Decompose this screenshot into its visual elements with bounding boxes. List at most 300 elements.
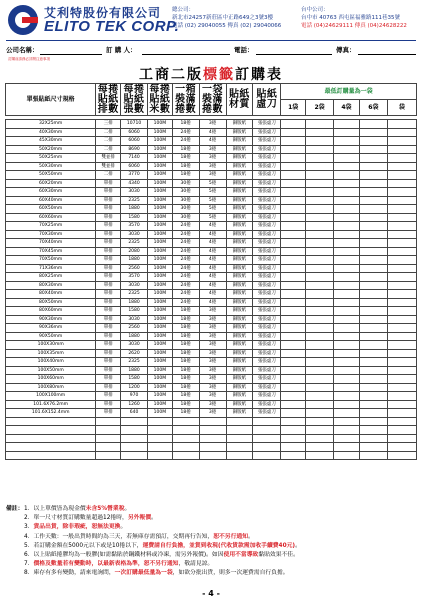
order-qty-cell[interactable]	[334, 341, 360, 350]
order-qty-cell[interactable]	[359, 179, 387, 188]
order-qty-cell[interactable]	[359, 358, 387, 367]
order-qty-cell[interactable]	[387, 256, 416, 265]
order-qty-cell[interactable]	[306, 281, 334, 290]
order-qty-cell[interactable]	[306, 256, 334, 265]
order-qty-cell[interactable]	[281, 383, 306, 392]
order-qty-cell[interactable]	[334, 409, 360, 418]
order-qty-cell[interactable]	[306, 392, 334, 401]
cell-size: 100X100mm	[6, 392, 96, 401]
order-qty-cell[interactable]	[334, 145, 360, 154]
order-qty-cell[interactable]	[281, 188, 306, 197]
order-qty-cell[interactable]	[359, 341, 387, 350]
cell-material	[226, 451, 253, 460]
order-qty-cell[interactable]	[281, 451, 306, 460]
order-qty-cell[interactable]	[387, 409, 416, 418]
order-qty-cell[interactable]	[306, 128, 334, 137]
cell-rows: 單排	[96, 239, 121, 248]
order-qty-cell[interactable]	[334, 230, 360, 239]
cell-material: 銅版紙	[226, 332, 253, 341]
order-qty-cell[interactable]	[387, 222, 416, 231]
order-qty-cell[interactable]	[306, 426, 334, 435]
order-qty-cell[interactable]	[334, 239, 360, 248]
cell-rows: 單排	[96, 188, 121, 197]
cell-box-rolls: 24捲	[172, 230, 199, 239]
order-qty-cell[interactable]	[281, 426, 306, 435]
order-qty-cell[interactable]	[387, 196, 416, 205]
cell-box-rolls	[172, 426, 199, 435]
order-qty-cell[interactable]	[359, 281, 387, 290]
cell-meters: 100M	[147, 154, 172, 163]
order-qty-cell[interactable]	[334, 273, 360, 282]
cell-cutter: 張張虛刀	[253, 120, 281, 129]
order-qty-cell[interactable]	[359, 290, 387, 299]
order-qty-cell[interactable]	[281, 239, 306, 248]
order-qty-cell[interactable]	[387, 451, 416, 460]
order-qty-cell[interactable]	[306, 222, 334, 231]
order-qty-cell[interactable]	[334, 281, 360, 290]
order-qty-cell[interactable]	[359, 349, 387, 358]
order-qty-cell[interactable]	[306, 264, 334, 273]
order-qty-cell[interactable]	[387, 188, 416, 197]
cell-box-rolls: 18捲	[172, 162, 199, 171]
order-qty-cell[interactable]	[334, 375, 360, 384]
cell-size: 80X60mm	[6, 307, 96, 316]
order-qty-cell[interactable]	[387, 324, 416, 333]
cell-cutter: 張張虛刀	[253, 196, 281, 205]
order-qty-cell[interactable]	[281, 417, 306, 426]
order-qty-cell[interactable]	[334, 315, 360, 324]
cell-rows: 二排	[96, 128, 121, 137]
cell-meters: 100M	[147, 290, 172, 299]
order-qty-cell[interactable]	[281, 171, 306, 180]
cell-sheets: 2620	[121, 349, 148, 358]
order-qty-cell[interactable]	[334, 392, 360, 401]
order-qty-cell[interactable]	[359, 443, 387, 452]
order-qty-cell[interactable]	[359, 239, 387, 248]
order-qty-cell[interactable]	[334, 196, 360, 205]
order-qty-cell[interactable]	[281, 332, 306, 341]
order-qty-cell[interactable]	[359, 120, 387, 129]
order-qty-cell[interactable]	[281, 213, 306, 222]
cell-size: 70X40mm	[6, 239, 96, 248]
cell-size	[6, 443, 96, 452]
order-qty-cell[interactable]	[359, 400, 387, 409]
order-qty-cell[interactable]	[306, 315, 334, 324]
order-qty-cell[interactable]	[359, 383, 387, 392]
order-qty-cell[interactable]	[387, 281, 416, 290]
order-qty-cell[interactable]	[334, 443, 360, 452]
order-qty-cell[interactable]	[306, 120, 334, 129]
order-qty-cell[interactable]	[334, 162, 360, 171]
order-qty-cell[interactable]	[359, 162, 387, 171]
order-qty-cell[interactable]	[334, 154, 360, 163]
order-qty-cell[interactable]	[281, 290, 306, 299]
cell-meters: 100M	[147, 196, 172, 205]
cell-bag-rolls: 3捲	[199, 341, 226, 350]
order-qty-cell[interactable]	[281, 230, 306, 239]
order-qty-cell[interactable]	[387, 400, 416, 409]
cell-meters	[147, 417, 172, 426]
cell-size: 70X50mm	[6, 256, 96, 265]
order-qty-cell[interactable]	[387, 213, 416, 222]
order-qty-cell[interactable]	[306, 179, 334, 188]
order-qty-cell[interactable]	[306, 145, 334, 154]
order-qty-cell[interactable]	[387, 247, 416, 256]
cell-box-rolls: 30捲	[172, 188, 199, 197]
order-qty-cell[interactable]	[281, 366, 306, 375]
order-qty-cell[interactable]	[334, 179, 360, 188]
buyer-field[interactable]	[142, 54, 230, 55]
order-qty-cell[interactable]	[281, 154, 306, 163]
company-field[interactable]	[40, 54, 102, 55]
order-qty-cell[interactable]	[306, 443, 334, 452]
order-qty-cell[interactable]	[334, 358, 360, 367]
order-qty-cell[interactable]	[281, 264, 306, 273]
order-qty-cell[interactable]	[359, 247, 387, 256]
order-qty-cell[interactable]	[359, 128, 387, 137]
order-qty-cell[interactable]	[334, 205, 360, 214]
order-qty-cell[interactable]	[334, 366, 360, 375]
cell-meters: 100M	[147, 383, 172, 392]
cell-rows: 單排	[96, 375, 121, 384]
cell-rows: 單排	[96, 307, 121, 316]
order-qty-cell[interactable]	[306, 417, 334, 426]
order-qty-cell[interactable]	[359, 222, 387, 231]
cell-bag-rolls: 5捲	[199, 179, 226, 188]
order-qty-cell[interactable]	[306, 273, 334, 282]
company-logo-icon	[8, 5, 38, 35]
order-qty-cell[interactable]	[306, 383, 334, 392]
order-qty-cell[interactable]	[334, 298, 360, 307]
cell-size: 100X80mm	[6, 383, 96, 392]
cell-bag-rolls: 4捲	[199, 273, 226, 282]
order-qty-cell[interactable]	[334, 417, 360, 426]
cell-rows: 單排	[96, 281, 121, 290]
order-qty-cell[interactable]	[334, 213, 360, 222]
cell-cutter	[253, 443, 281, 452]
cell-size: 70X30mm	[6, 230, 96, 239]
order-qty-cell[interactable]	[387, 128, 416, 137]
order-qty-cell[interactable]	[387, 332, 416, 341]
order-qty-cell[interactable]	[334, 400, 360, 409]
order-qty-cell[interactable]	[334, 426, 360, 435]
table-row	[6, 324, 417, 333]
order-qty-cell[interactable]	[387, 434, 416, 443]
cell-cutter: 張張虛刀	[253, 264, 281, 273]
order-qty-cell[interactable]	[306, 171, 334, 180]
order-qty-cell[interactable]	[387, 179, 416, 188]
order-qty-cell[interactable]	[359, 298, 387, 307]
order-qty-cell[interactable]	[306, 307, 334, 316]
order-qty-cell[interactable]	[306, 162, 334, 171]
order-qty-cell[interactable]	[306, 205, 334, 214]
table-row	[6, 426, 417, 435]
order-qty-cell[interactable]	[306, 341, 334, 350]
order-qty-cell[interactable]	[359, 256, 387, 265]
order-qty-cell[interactable]	[281, 273, 306, 282]
order-qty-cell[interactable]	[306, 451, 334, 460]
order-qty-cell[interactable]	[334, 383, 360, 392]
cell-material	[226, 417, 253, 426]
header-bag-1: 1袋	[281, 100, 306, 116]
phone-field[interactable]	[256, 54, 332, 55]
order-qty-cell[interactable]	[281, 307, 306, 316]
order-qty-cell[interactable]	[387, 383, 416, 392]
order-qty-cell[interactable]	[334, 332, 360, 341]
cell-cutter: 張張虛刀	[253, 230, 281, 239]
order-qty-cell[interactable]	[281, 409, 306, 418]
order-qty-cell[interactable]	[359, 315, 387, 324]
cell-cutter: 張張虛刀	[253, 341, 281, 350]
order-qty-cell[interactable]	[281, 162, 306, 171]
order-table	[5, 83, 417, 460]
order-qty-cell[interactable]	[306, 290, 334, 299]
order-qty-cell[interactable]	[387, 162, 416, 171]
cell-meters: 100M	[147, 366, 172, 375]
cell-sheets: 1880	[121, 366, 148, 375]
order-qty-cell[interactable]	[387, 341, 416, 350]
order-qty-cell[interactable]	[387, 392, 416, 401]
cell-cutter: 張張虛刀	[253, 162, 281, 171]
order-qty-cell[interactable]	[306, 358, 334, 367]
cell-meters: 100M	[147, 375, 172, 384]
order-qty-cell[interactable]	[281, 137, 306, 146]
order-qty-cell[interactable]	[334, 290, 360, 299]
order-qty-cell[interactable]	[359, 451, 387, 460]
order-qty-cell[interactable]	[281, 281, 306, 290]
cell-meters: 100M	[147, 230, 172, 239]
cell-box-rolls	[172, 417, 199, 426]
header-bag-4: 4袋	[334, 100, 360, 116]
cell-sheets	[121, 417, 148, 426]
order-qty-cell[interactable]	[281, 145, 306, 154]
order-qty-cell[interactable]	[359, 213, 387, 222]
order-qty-cell[interactable]	[359, 366, 387, 375]
order-qty-cell[interactable]	[359, 409, 387, 418]
cell-meters: 100M	[147, 307, 172, 316]
fax-field[interactable]	[358, 54, 416, 55]
order-qty-cell[interactable]	[387, 120, 416, 129]
table-row	[6, 451, 417, 460]
cell-cutter: 張張虛刀	[253, 324, 281, 333]
order-qty-cell[interactable]	[334, 128, 360, 137]
order-qty-cell[interactable]	[334, 256, 360, 265]
order-qty-cell[interactable]	[281, 443, 306, 452]
order-qty-cell[interactable]	[359, 426, 387, 435]
cell-rows: 二排	[96, 145, 121, 154]
order-qty-cell[interactable]	[387, 239, 416, 248]
cell-box-rolls: 18捲	[172, 358, 199, 367]
order-qty-cell[interactable]	[281, 358, 306, 367]
order-qty-cell[interactable]	[306, 196, 334, 205]
order-qty-cell[interactable]	[334, 451, 360, 460]
cell-box-rolls: 30捲	[172, 179, 199, 188]
order-qty-cell[interactable]	[281, 247, 306, 256]
cell-sheets: 3570	[121, 222, 148, 231]
order-qty-cell[interactable]	[387, 205, 416, 214]
order-qty-cell[interactable]	[334, 120, 360, 129]
order-qty-cell[interactable]	[281, 392, 306, 401]
order-qty-cell[interactable]	[359, 188, 387, 197]
order-qty-cell[interactable]	[359, 196, 387, 205]
cell-cutter: 張張虛刀	[253, 315, 281, 324]
cell-meters	[147, 443, 172, 452]
order-qty-cell[interactable]	[281, 400, 306, 409]
order-qty-cell[interactable]	[281, 179, 306, 188]
order-qty-cell[interactable]	[359, 264, 387, 273]
order-qty-cell[interactable]	[281, 298, 306, 307]
order-qty-cell[interactable]	[306, 375, 334, 384]
order-qty-cell[interactable]	[387, 137, 416, 146]
order-qty-cell[interactable]	[306, 332, 334, 341]
order-qty-cell[interactable]	[359, 171, 387, 180]
order-qty-cell[interactable]	[387, 145, 416, 154]
order-qty-cell[interactable]	[306, 324, 334, 333]
order-qty-cell[interactable]	[306, 434, 334, 443]
order-qty-cell[interactable]	[359, 324, 387, 333]
order-qty-cell[interactable]	[387, 298, 416, 307]
cell-sheets: 3570	[121, 273, 148, 282]
order-qty-cell[interactable]	[387, 307, 416, 316]
cell-box-rolls: 24捲	[172, 298, 199, 307]
order-qty-cell[interactable]	[334, 307, 360, 316]
cell-size: 90X36mm	[6, 324, 96, 333]
order-qty-cell[interactable]	[359, 145, 387, 154]
order-qty-cell[interactable]	[359, 434, 387, 443]
cell-bag-rolls: 4捲	[199, 239, 226, 248]
cell-material: 銅版紙	[226, 400, 253, 409]
cell-sheets: 1200	[121, 383, 148, 392]
order-qty-cell[interactable]	[306, 400, 334, 409]
cell-rows: 三排	[96, 120, 121, 129]
order-qty-cell[interactable]	[387, 264, 416, 273]
order-qty-cell[interactable]	[281, 341, 306, 350]
order-qty-cell[interactable]	[387, 417, 416, 426]
order-qty-cell[interactable]	[387, 366, 416, 375]
order-qty-cell[interactable]	[359, 154, 387, 163]
note-item: 5．若訂購金額在5000元以下或是10捲以下，運費請自行負擔，並貨到收現(代收貨款需加收手續費40元)。	[24, 542, 301, 549]
cell-cutter: 張張虛刀	[253, 383, 281, 392]
order-qty-cell[interactable]	[334, 188, 360, 197]
order-qty-cell[interactable]	[281, 120, 306, 129]
order-qty-cell[interactable]	[334, 137, 360, 146]
order-qty-cell[interactable]	[334, 264, 360, 273]
table-row	[6, 366, 417, 375]
order-qty-cell[interactable]	[306, 137, 334, 146]
order-qty-cell[interactable]	[306, 247, 334, 256]
cell-cutter: 張張虛刀	[253, 298, 281, 307]
cell-size: 70X25mm	[6, 222, 96, 231]
order-qty-cell[interactable]	[306, 349, 334, 358]
order-qty-cell[interactable]	[306, 188, 334, 197]
cell-bag-rolls: 3捲	[199, 383, 226, 392]
order-qty-cell[interactable]	[334, 222, 360, 231]
order-qty-cell[interactable]	[387, 315, 416, 324]
cell-sheets	[121, 434, 148, 443]
order-qty-cell[interactable]	[387, 349, 416, 358]
order-qty-cell[interactable]	[334, 434, 360, 443]
cell-meters: 100M	[147, 273, 172, 282]
order-qty-cell[interactable]	[359, 205, 387, 214]
order-qty-cell[interactable]	[359, 137, 387, 146]
order-qty-cell[interactable]	[359, 375, 387, 384]
order-qty-cell[interactable]	[281, 434, 306, 443]
order-qty-cell[interactable]	[387, 230, 416, 239]
cell-meters: 100M	[147, 188, 172, 197]
order-qty-cell[interactable]	[281, 349, 306, 358]
cell-bag-rolls: 4捲	[199, 247, 226, 256]
order-qty-cell[interactable]	[359, 307, 387, 316]
order-qty-cell[interactable]	[387, 154, 416, 163]
order-qty-cell[interactable]	[359, 332, 387, 341]
cell-sheets: 1580	[121, 375, 148, 384]
cell-box-rolls	[172, 451, 199, 460]
order-qty-cell[interactable]	[387, 426, 416, 435]
cell-meters: 100M	[147, 315, 172, 324]
order-qty-cell[interactable]	[306, 366, 334, 375]
cell-box-rolls: 24捲	[172, 264, 199, 273]
cell-box-rolls: 18捲	[172, 400, 199, 409]
company-name-en: ELITO TEK CORP.	[44, 18, 180, 35]
order-qty-cell[interactable]	[334, 247, 360, 256]
order-qty-cell[interactable]	[334, 324, 360, 333]
order-qty-cell[interactable]	[359, 230, 387, 239]
order-qty-cell[interactable]	[306, 409, 334, 418]
order-qty-cell[interactable]	[334, 349, 360, 358]
cell-bag-rolls	[199, 417, 226, 426]
cell-sheets: 3030	[121, 230, 148, 239]
order-qty-cell[interactable]	[281, 128, 306, 137]
cell-meters: 100M	[147, 128, 172, 137]
order-qty-cell[interactable]	[387, 273, 416, 282]
order-qty-cell[interactable]	[334, 171, 360, 180]
order-qty-cell[interactable]	[306, 154, 334, 163]
order-qty-cell[interactable]	[306, 239, 334, 248]
header-material: 貼紙材質	[226, 84, 253, 116]
order-qty-cell[interactable]	[387, 443, 416, 452]
cell-rows: 單排	[96, 196, 121, 205]
hq-address: 新北市24257新莊區中正路649之3號3樓	[172, 15, 273, 21]
order-qty-cell[interactable]	[281, 315, 306, 324]
page-number: - 4 -	[202, 589, 220, 598]
cell-sheets: 2560	[121, 324, 148, 333]
order-qty-cell[interactable]	[359, 417, 387, 426]
cell-size: 100X40mm	[6, 358, 96, 367]
order-qty-cell[interactable]	[306, 230, 334, 239]
cell-cutter: 張張虛刀	[253, 128, 281, 137]
order-qty-cell[interactable]	[281, 196, 306, 205]
order-qty-cell[interactable]	[387, 375, 416, 384]
order-qty-cell[interactable]	[281, 205, 306, 214]
order-qty-cell[interactable]	[359, 392, 387, 401]
cell-size: 80X40mm	[6, 290, 96, 299]
cell-sheets: 3030	[121, 188, 148, 197]
order-qty-cell[interactable]	[306, 298, 334, 307]
order-qty-cell[interactable]	[281, 375, 306, 384]
cell-rows: 雙並排	[96, 162, 121, 171]
order-qty-cell[interactable]	[359, 273, 387, 282]
order-qty-cell[interactable]	[281, 222, 306, 231]
order-qty-cell[interactable]	[281, 324, 306, 333]
order-qty-cell[interactable]	[387, 171, 416, 180]
order-qty-cell[interactable]	[387, 358, 416, 367]
order-qty-cell[interactable]	[281, 256, 306, 265]
order-qty-cell[interactable]	[306, 213, 334, 222]
cell-size: 80X50mm	[6, 298, 96, 307]
cell-size: 70X45mm	[6, 247, 96, 256]
order-qty-cell[interactable]	[387, 290, 416, 299]
hq-label: 總公司：	[172, 7, 195, 13]
